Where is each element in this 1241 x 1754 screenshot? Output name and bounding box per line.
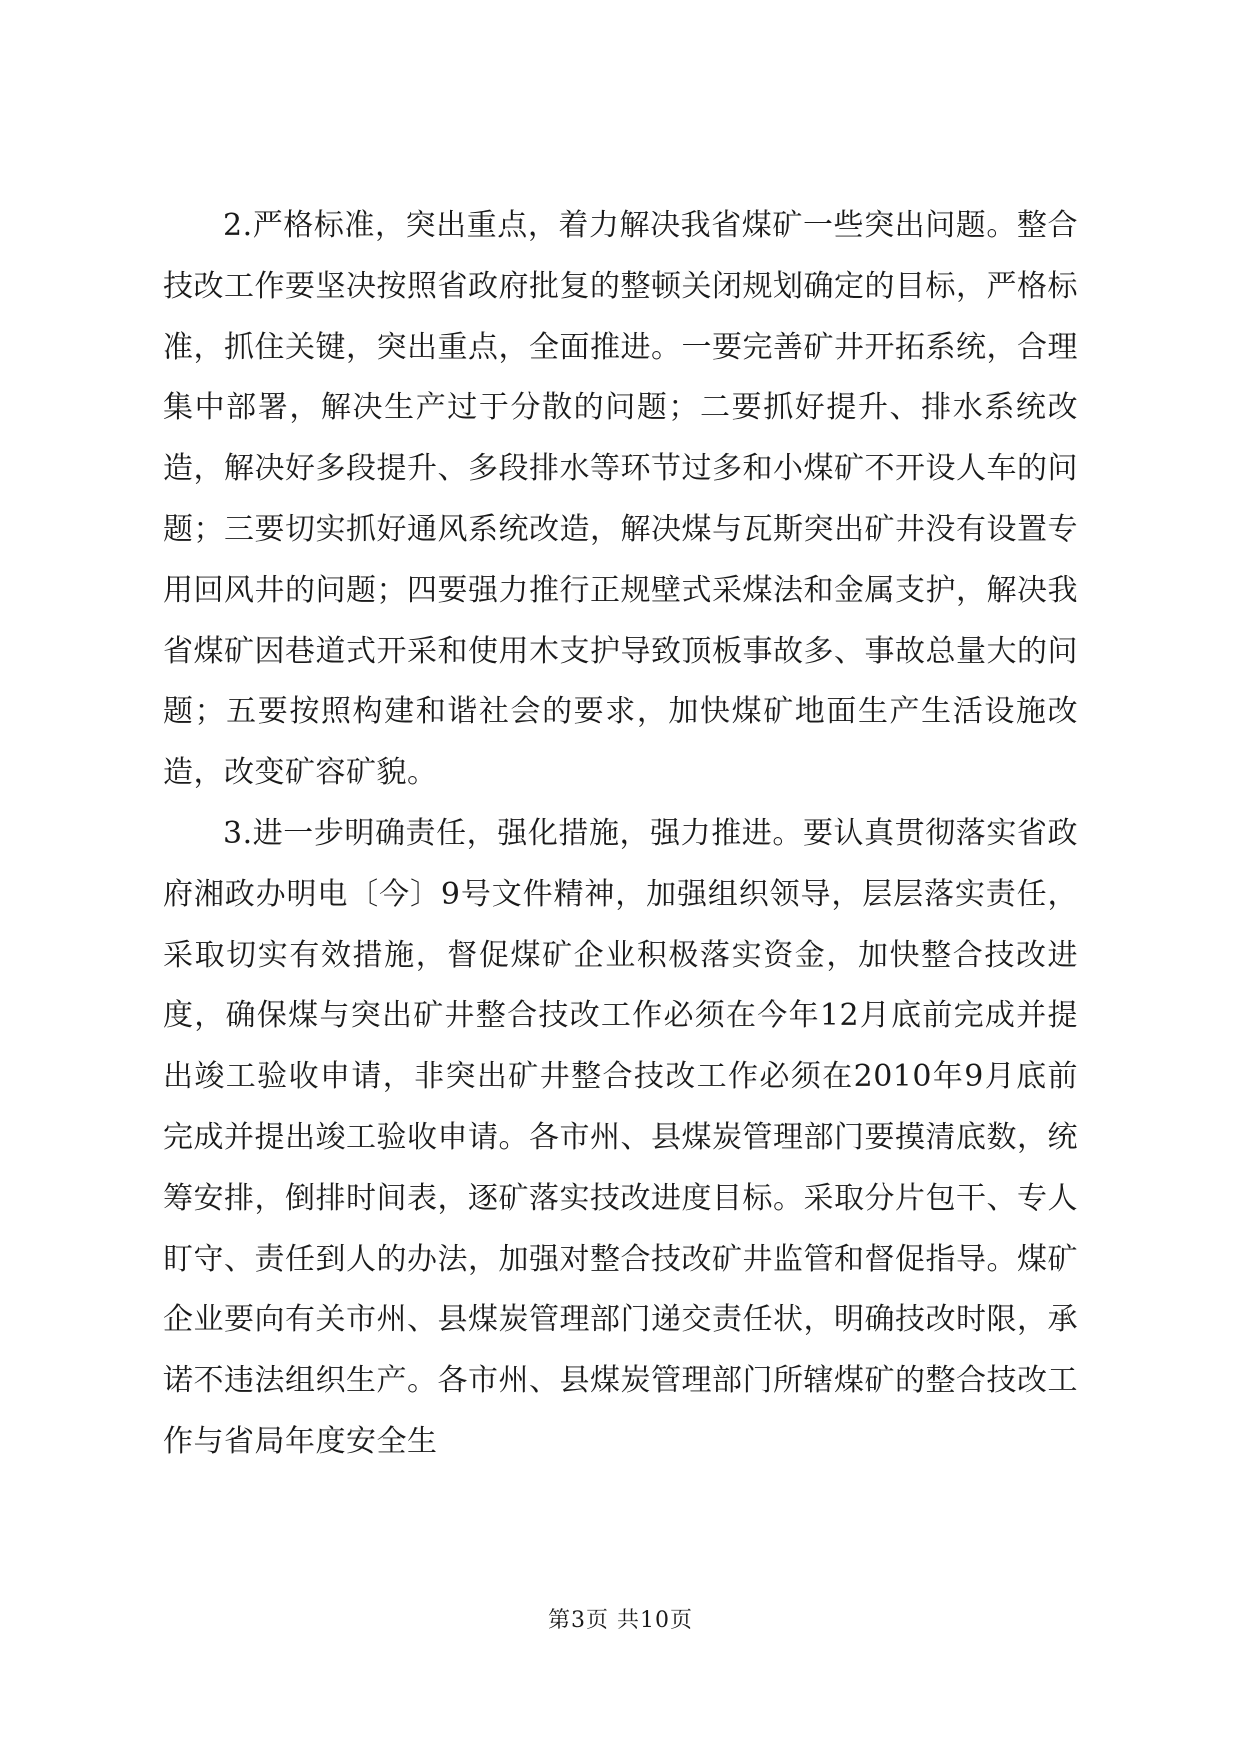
paragraph-2: 2.严格标准，突出重点，着力解决我省煤矿一些突出问题。整合技改工作要坚决按照省政府批复的整顿关闭规划确定的目标，严格标准，抓住关键，突出重点，全面推进。一要完善矿井开拓系统，合理集中部署，解决生产过于分散的问题；二要抓好提升、排水系统改造，解决好多段提升、多段排水等环节过多和小煤矿不开设人车的问题；三要切实抓好通风系统改造，解决煤与瓦斯突出矿井没有设置专用回风井的问题；四要强力推行正规壁式采煤法和金属支护，解决我省煤矿因巷道式开采和使用木支护导致顶板事故多、事故总量大的问题；五要按照构建和谐社会的要求，加快煤矿地面生产生活设施改造，改变矿容矿貌。 bbox=[163, 208, 1078, 791]
paragraph-3: 3.进一步明确责任，强化措施，强力推进。要认真贯彻落实省政府湘政办明电〔今〕9号文件精神，加强组织领导，层层落实责任，采取切实有效措施，督促煤矿企业积极落实资金，加快整合技改进度，确保煤与突出矿井整合技改工作必须在今年12月底前完成并提出竣工验收申请，非突出矿井整合技改工作必须在2010年9月底前完成并提出竣工验收申请。各市州、县煤炭管理部门要摸清底数，统筹安排，倒排时间表，逐矿落实技改进度目标。采取分片包干、专人盯守、责任到人的办法，加强对整合技改矿井监管和督促指导。煤矿企业要向有关市州、县煤炭管理部门递交责任状，明确技改时限，承诺不违法组织生产。各市州、县煤炭管理部门所辖煤矿的整合技改工作与省局年度安全生 bbox=[163, 815, 1078, 1459]
document-body bbox=[163, 196, 1078, 1473]
page-number-footer: 第3页 共10页 bbox=[548, 1608, 693, 1633]
